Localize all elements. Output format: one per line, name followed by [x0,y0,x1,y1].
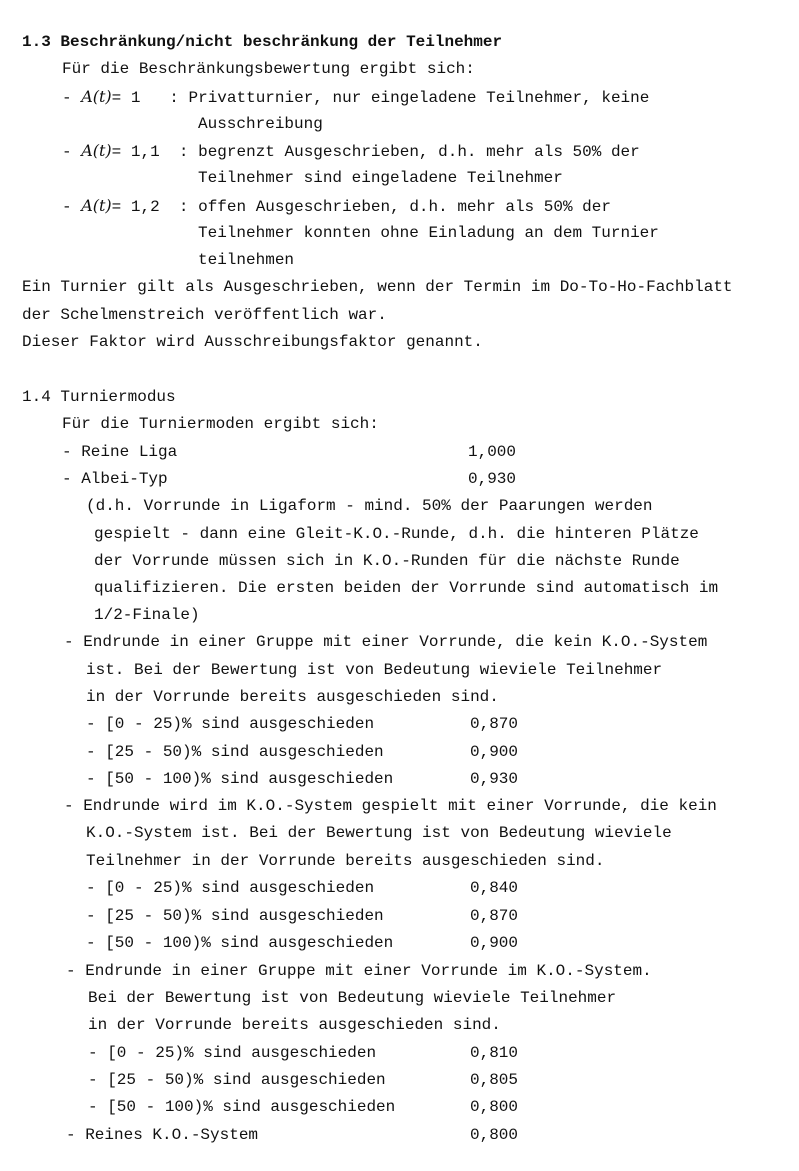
mode-albei-label: - Albei-Typ [62,470,168,488]
mode-liga-label: - Reine Liga [62,443,178,461]
group1-line: ist. Bei der Bewertung ist von Bedeutung wieviele Teilnehmer [86,661,663,679]
group2-row-value: 0,840 [470,879,519,897]
mode-albei-value: 0,930 [468,470,517,488]
restriction-item-private [62,87,649,108]
restriction-item-private-cont: Ausschreibung [198,115,323,133]
restriction-item-open [62,196,611,217]
item-prefix: - [62,143,82,161]
group1-row-label: - [50 - 100)% sind ausgeschieden [86,770,394,788]
group3-line: - Endrunde in einer Gruppe mit einer Vorrunde im K.O.-System. [66,962,652,980]
section-1-3-intro: Für die Beschränkungsbewertung ergibt sich: [62,60,475,78]
group1-line: in der Vorrunde bereits ausgeschieden sind. [86,688,499,706]
mode-ko-value: 0,800 [470,1126,519,1144]
group3-row-label: - [25 - 50)% sind ausgeschieden [88,1071,386,1089]
group2-row-value: 0,900 [470,934,519,952]
group2-line: - Endrunde wird im K.O.-System gespielt mit einer Vorrunde, die kein [64,797,717,815]
group3-line: Bei der Bewertung ist von Bedeutung wieviele Teilnehmer [88,989,617,1007]
mode-liga-value: 1,000 [468,443,517,461]
group3-row-value: 0,805 [470,1071,519,1089]
item-text: = 1,2 : offen Ausgeschrieben, d.h. mehr als 50% der [111,198,611,216]
group1-row-label: - [0 - 25)% sind ausgeschieden [86,715,375,733]
albei-note-line: 1/2-Finale) [94,606,200,624]
item-text: = 1 : Privatturnier, nur eingeladene Teilnehmer, keine [111,89,650,107]
albei-note-line: der Vorrunde müssen sich in K.O.-Runden für die nächste Runde [94,552,680,570]
group3-row-value: 0,810 [470,1044,519,1062]
restriction-item-limited-cont: Teilnehmer sind eingeladene Teilnehmer [198,169,563,187]
factor-symbol: A(t) [81,196,112,215]
paragraph-line: Ein Turnier gilt als Ausgeschrieben, wenn der Termin im Do-To-Ho-Fachblatt [22,278,733,296]
item-prefix: - [62,89,82,107]
section-1-3-heading: 1.3 Beschränkung/nicht beschränkung der Teilnehmer [22,33,503,51]
group2-row-label: - [0 - 25)% sind ausgeschieden [86,879,375,897]
group2-row-value: 0,870 [470,907,519,925]
group1-row-value: 0,870 [470,715,519,733]
group2-row-label: - [25 - 50)% sind ausgeschieden [86,907,384,925]
group3-row-label: - [0 - 25)% sind ausgeschieden [88,1044,377,1062]
group1-line: - Endrunde in einer Gruppe mit einer Vorrunde, die kein K.O.-System [64,633,708,651]
group2-row-label: - [50 - 100)% sind ausgeschieden [86,934,394,952]
item-text: = 1,1 : begrenzt Ausgeschrieben, d.h. mehr als 50% der [111,143,640,161]
mode-ko-label: - Reines K.O.-System [66,1126,259,1144]
group3-row-value: 0,800 [470,1098,519,1116]
group1-row-label: - [25 - 50)% sind ausgeschieden [86,743,384,761]
group2-line: K.O.-System ist. Bei der Bewertung ist von Bedeutung wieviele [86,824,672,842]
group3-line: in der Vorrunde bereits ausgeschieden sind. [88,1016,501,1034]
section-1-4-heading: 1.4 Turniermodus [22,388,176,406]
restriction-item-limited [62,141,640,162]
albei-note-line: gespielt - dann eine Gleit-K.O.-Runde, d.h. die hinteren Plätze [94,525,699,543]
restriction-item-open-cont: Teilnehmer konnten ohne Einladung an dem Turnier [198,224,659,242]
group1-row-value: 0,900 [470,743,519,761]
factor-symbol: A(t) [81,141,112,160]
factor-symbol: A(t) [81,87,112,106]
group2-line: Teilnehmer in der Vorrunde bereits ausgeschieden sind. [86,852,605,870]
paragraph-line: der Schelmenstreich veröffentlich war. [22,306,387,324]
section-1-4-intro: Für die Turniermoden ergibt sich: [62,415,379,433]
albei-note-line: (d.h. Vorrunde in Ligaform - mind. 50% der Paarungen werden [86,497,653,515]
group1-row-value: 0,930 [470,770,519,788]
albei-note-line: qualifizieren. Die ersten beiden der Vorrunde sind automatisch im [94,579,719,597]
paragraph-line: Dieser Faktor wird Ausschreibungsfaktor genannt. [22,333,483,351]
group3-row-label: - [50 - 100)% sind ausgeschieden [88,1098,396,1116]
restriction-item-open-cont: teilnehmen [198,251,295,269]
item-prefix: - [62,198,82,216]
